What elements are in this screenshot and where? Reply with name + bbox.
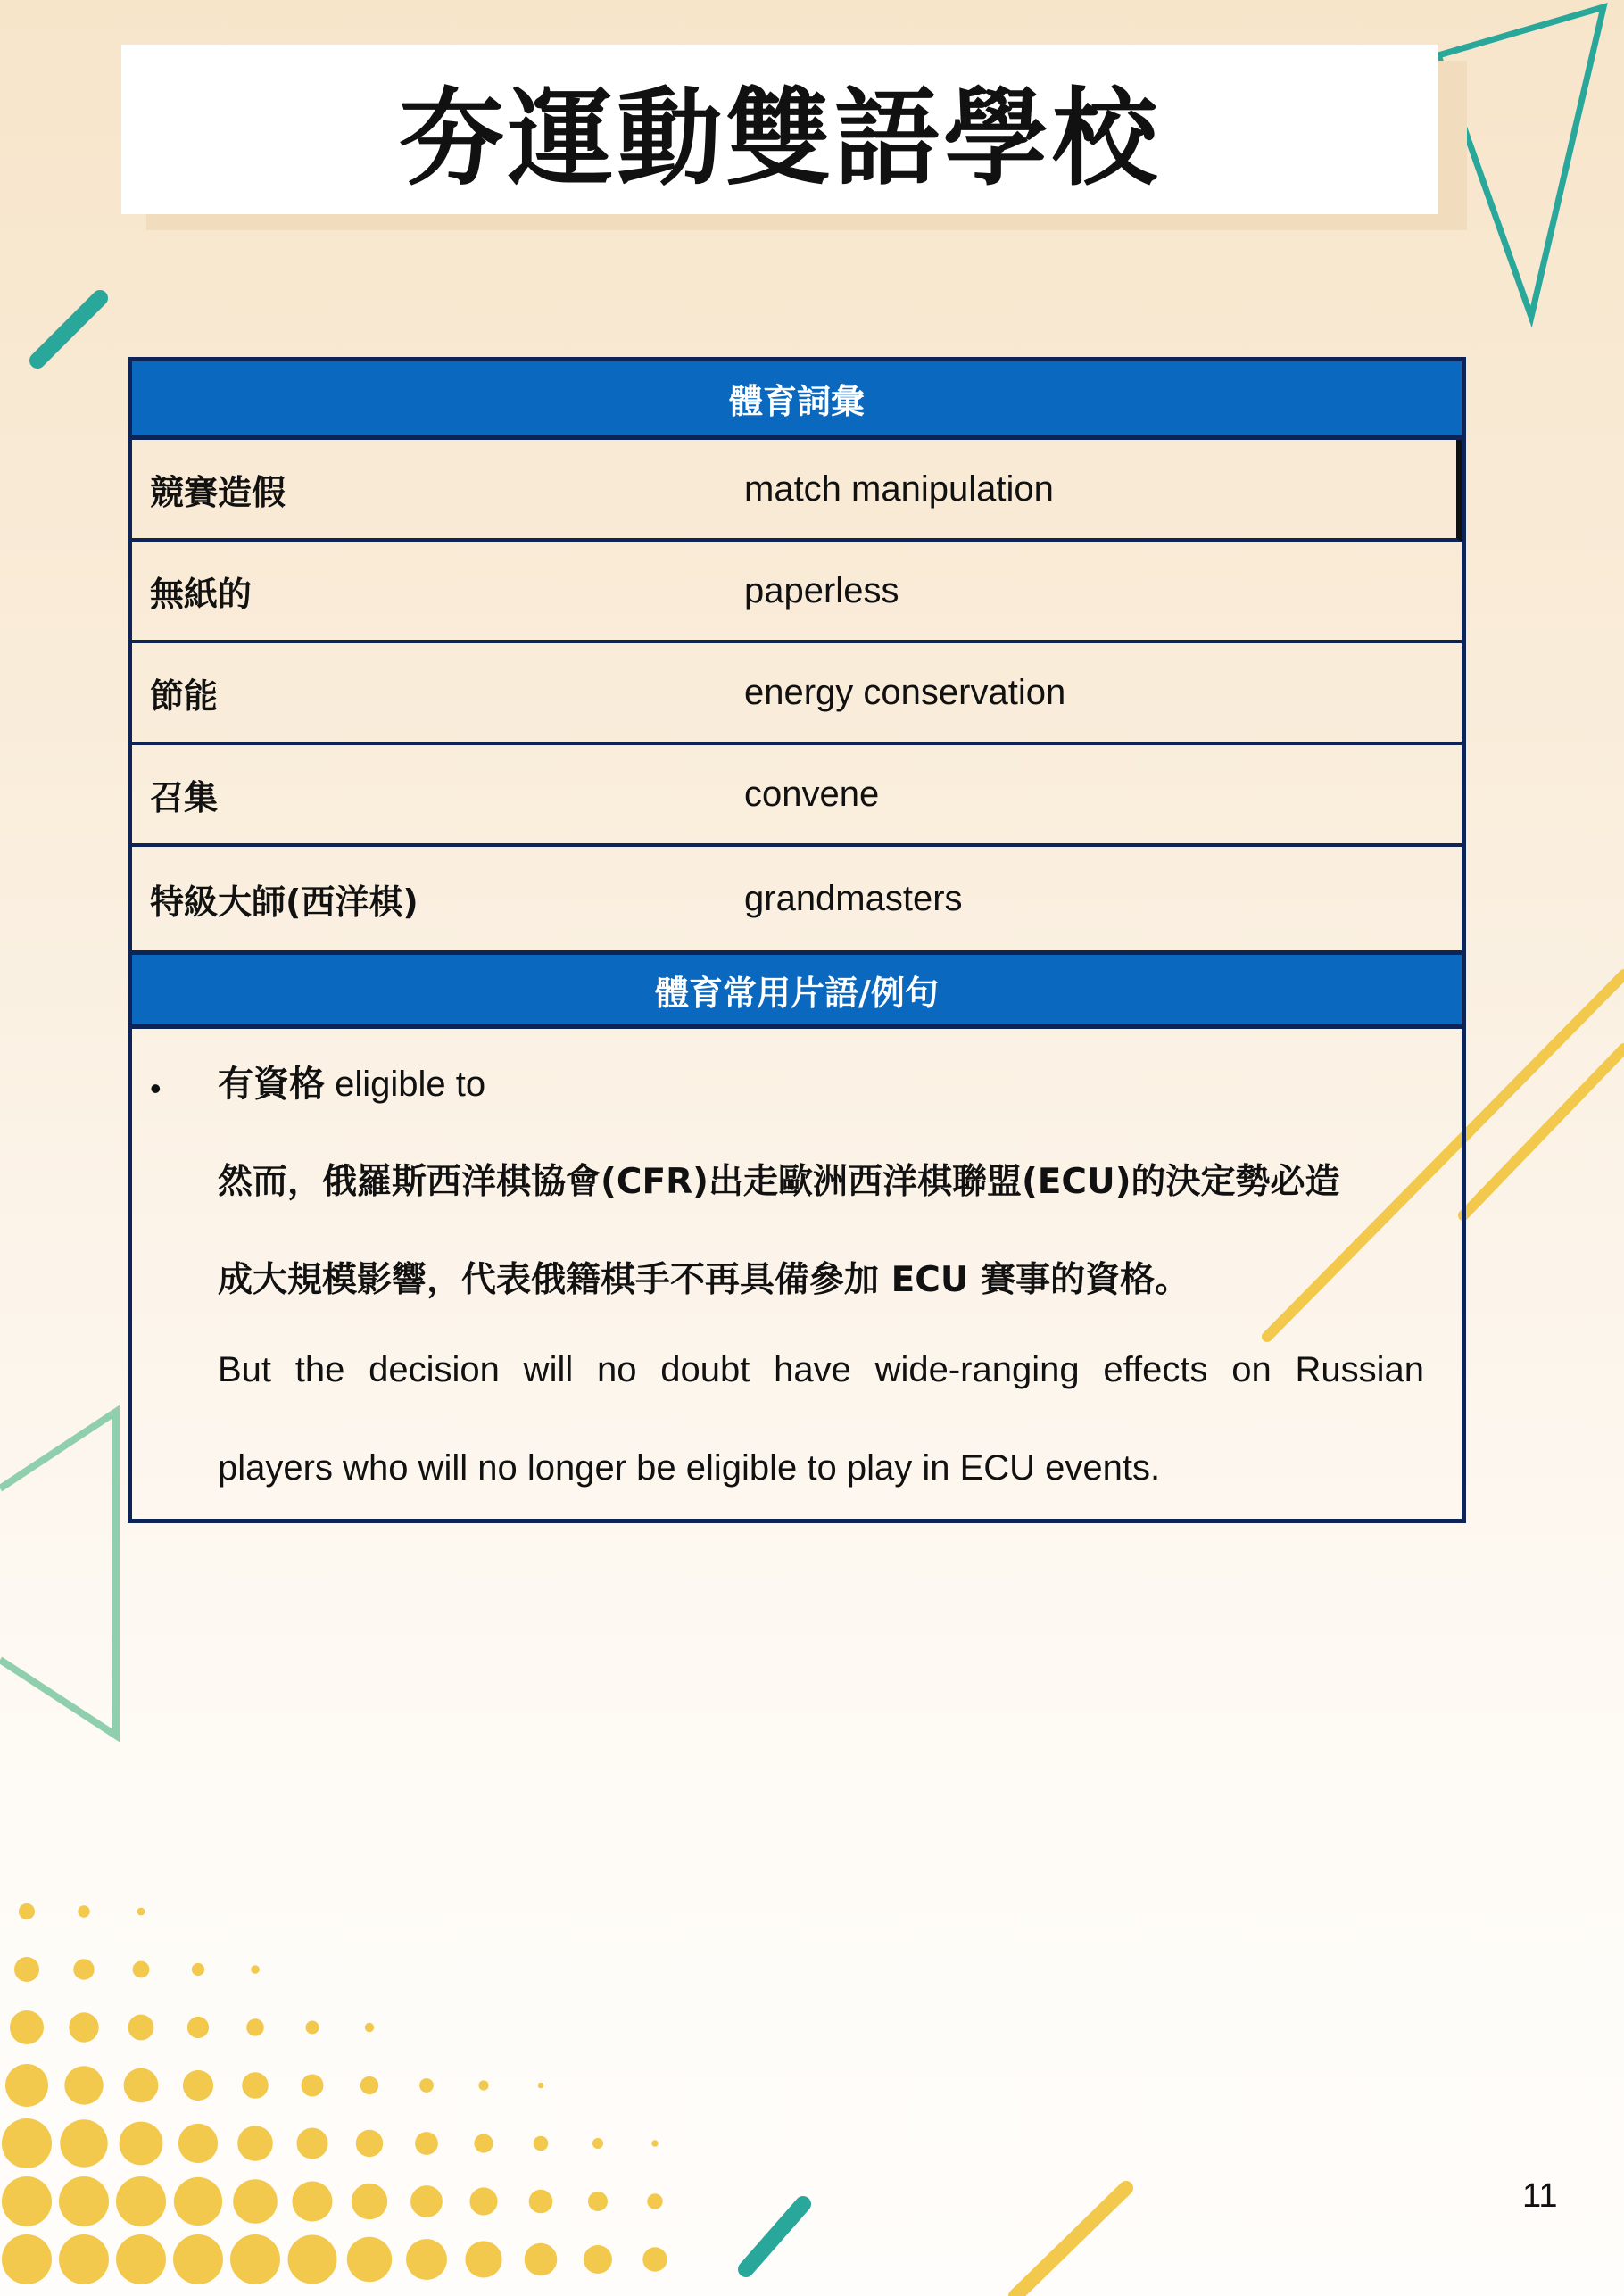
halftone-dot (59, 2234, 109, 2284)
halftone-dot (588, 2192, 608, 2211)
example-zh-line-2: 成大規模影響，代表俄籍棋手不再具備參加 ECU 賽事的資格。 (218, 1260, 1190, 1300)
title-banner (121, 45, 1438, 214)
halftone-dot (419, 2078, 434, 2093)
phrase-term (218, 1056, 485, 1107)
halftone-dot (64, 2066, 103, 2104)
vocab-row (132, 745, 1462, 847)
halftone-dot (642, 2247, 667, 2271)
halftone-dot (19, 1903, 35, 1919)
vocab-row (132, 440, 1462, 542)
vocab-header: 體育詞彙 (132, 361, 1462, 440)
vocab-term-en: energy conservation (744, 672, 1066, 712)
vocab-row (132, 542, 1462, 643)
vocab-term-zh: 召集 (150, 777, 219, 817)
halftone-dot (465, 2241, 501, 2277)
vocab-row (132, 643, 1462, 745)
halftone-dot (183, 2070, 213, 2101)
halftone-dot (230, 2234, 280, 2284)
halftone-dot (293, 2182, 333, 2222)
halftone-dot (347, 2237, 392, 2282)
teal-slash-decoration (37, 298, 100, 361)
halftone-dot (246, 2018, 264, 2036)
halftone-dot (474, 2134, 493, 2152)
page-number: 11 (1522, 2177, 1558, 2215)
vocab-term-en: match manipulation (744, 468, 1054, 509)
halftone-dot (302, 2075, 324, 2097)
halftone-dot (174, 2177, 222, 2226)
halftone-dot (592, 2138, 603, 2149)
halftone-dot (2, 2118, 52, 2168)
vocab-term-en: grandmasters (744, 878, 963, 918)
halftone-dot (584, 2245, 612, 2274)
halftone-dot (242, 2072, 269, 2099)
halftone-dot (173, 2234, 223, 2284)
halftone-dot (525, 2243, 558, 2276)
teal-slash-bottom-decoration (746, 2204, 803, 2269)
vocab-term-zh: 無紙的 (150, 574, 253, 614)
halftone-dot (192, 1963, 204, 1976)
halftone-dot (647, 2193, 662, 2209)
halftone-dot (60, 2119, 107, 2167)
example-zh-line-1: 然而，俄羅斯西洋棋協會(CFR)出走歐洲西洋棋聯盟(ECU)的決定勢必造 (218, 1162, 1340, 1202)
halftone-dot (116, 2234, 166, 2284)
phrase-term-zh: 有資格 (218, 1064, 325, 1105)
halftone-dot (352, 2184, 387, 2219)
halftone-dot (128, 2015, 154, 2041)
phrases-header: 體育常用片語/例句 (132, 950, 1462, 1029)
yellow-line-decoration-2 (1463, 1049, 1624, 1215)
halftone-dot (78, 1905, 89, 1917)
bullet-marker: • (150, 1070, 162, 1107)
halftone-dot (14, 1957, 39, 1982)
halftone-dot (120, 2122, 163, 2166)
halftone-dot (2, 2176, 52, 2226)
halftone-dot (133, 1961, 150, 1978)
halftone-dot (288, 2235, 337, 2284)
halftone-dot (365, 2023, 374, 2032)
yellow-slash-bottom-decoration (1015, 2188, 1126, 2296)
halftone-dot (137, 1908, 145, 1916)
vocabulary-table (128, 357, 1466, 1523)
example-en-line-1: But the decision will no doubt have wide-ranging effects on Russian (218, 1350, 1424, 1389)
halftone-dot (187, 2017, 209, 2038)
halftone-dot (306, 2021, 319, 2035)
vocab-term-zh: 特級大師(西洋棋) (150, 882, 418, 922)
halftone-dot (651, 2140, 658, 2146)
halftone-dot (529, 2190, 553, 2214)
vocab-term-en: convene (744, 774, 880, 814)
halftone-dot (116, 2176, 166, 2226)
vocab-term-zh: 節能 (150, 676, 219, 716)
halftone-dot (356, 2130, 383, 2157)
halftone-dot (2, 2234, 52, 2284)
halftone-dot (478, 2080, 488, 2090)
halftone-dot (251, 1965, 260, 1974)
halftone-dot (538, 2083, 544, 2089)
vocab-row (132, 847, 1462, 950)
halftone-dot (178, 2124, 218, 2163)
halftone-dot (124, 2068, 159, 2103)
halftone-dot (237, 2126, 273, 2161)
halftone-dot (534, 2136, 549, 2151)
vocab-term-zh: 競賽造假 (150, 472, 286, 512)
halftone-dot (410, 2185, 443, 2217)
halftone-dot (233, 2179, 278, 2224)
halftone-dot (10, 2010, 44, 2044)
halftone-dot (415, 2132, 438, 2155)
halftone-dot (469, 2187, 497, 2215)
halftone-dot (73, 1959, 94, 1979)
halftone-dot (297, 2128, 328, 2159)
halftone-dot (59, 2176, 109, 2226)
halftone-dots-decoration (2, 1903, 667, 2284)
page-title: 夯運動雙語學校 (398, 77, 1161, 200)
phrase-term-en: eligible to (335, 1065, 486, 1104)
green-triangle-decoration (0, 1412, 116, 1736)
vocab-term-en: paperless (744, 570, 899, 610)
halftone-dot (360, 2076, 378, 2094)
example-en-line-2: players who will no longer be eligible to play in ECU events. (218, 1448, 1161, 1488)
halftone-dot (406, 2239, 447, 2280)
halftone-dot (69, 2012, 98, 2042)
halftone-dot (5, 2064, 48, 2107)
